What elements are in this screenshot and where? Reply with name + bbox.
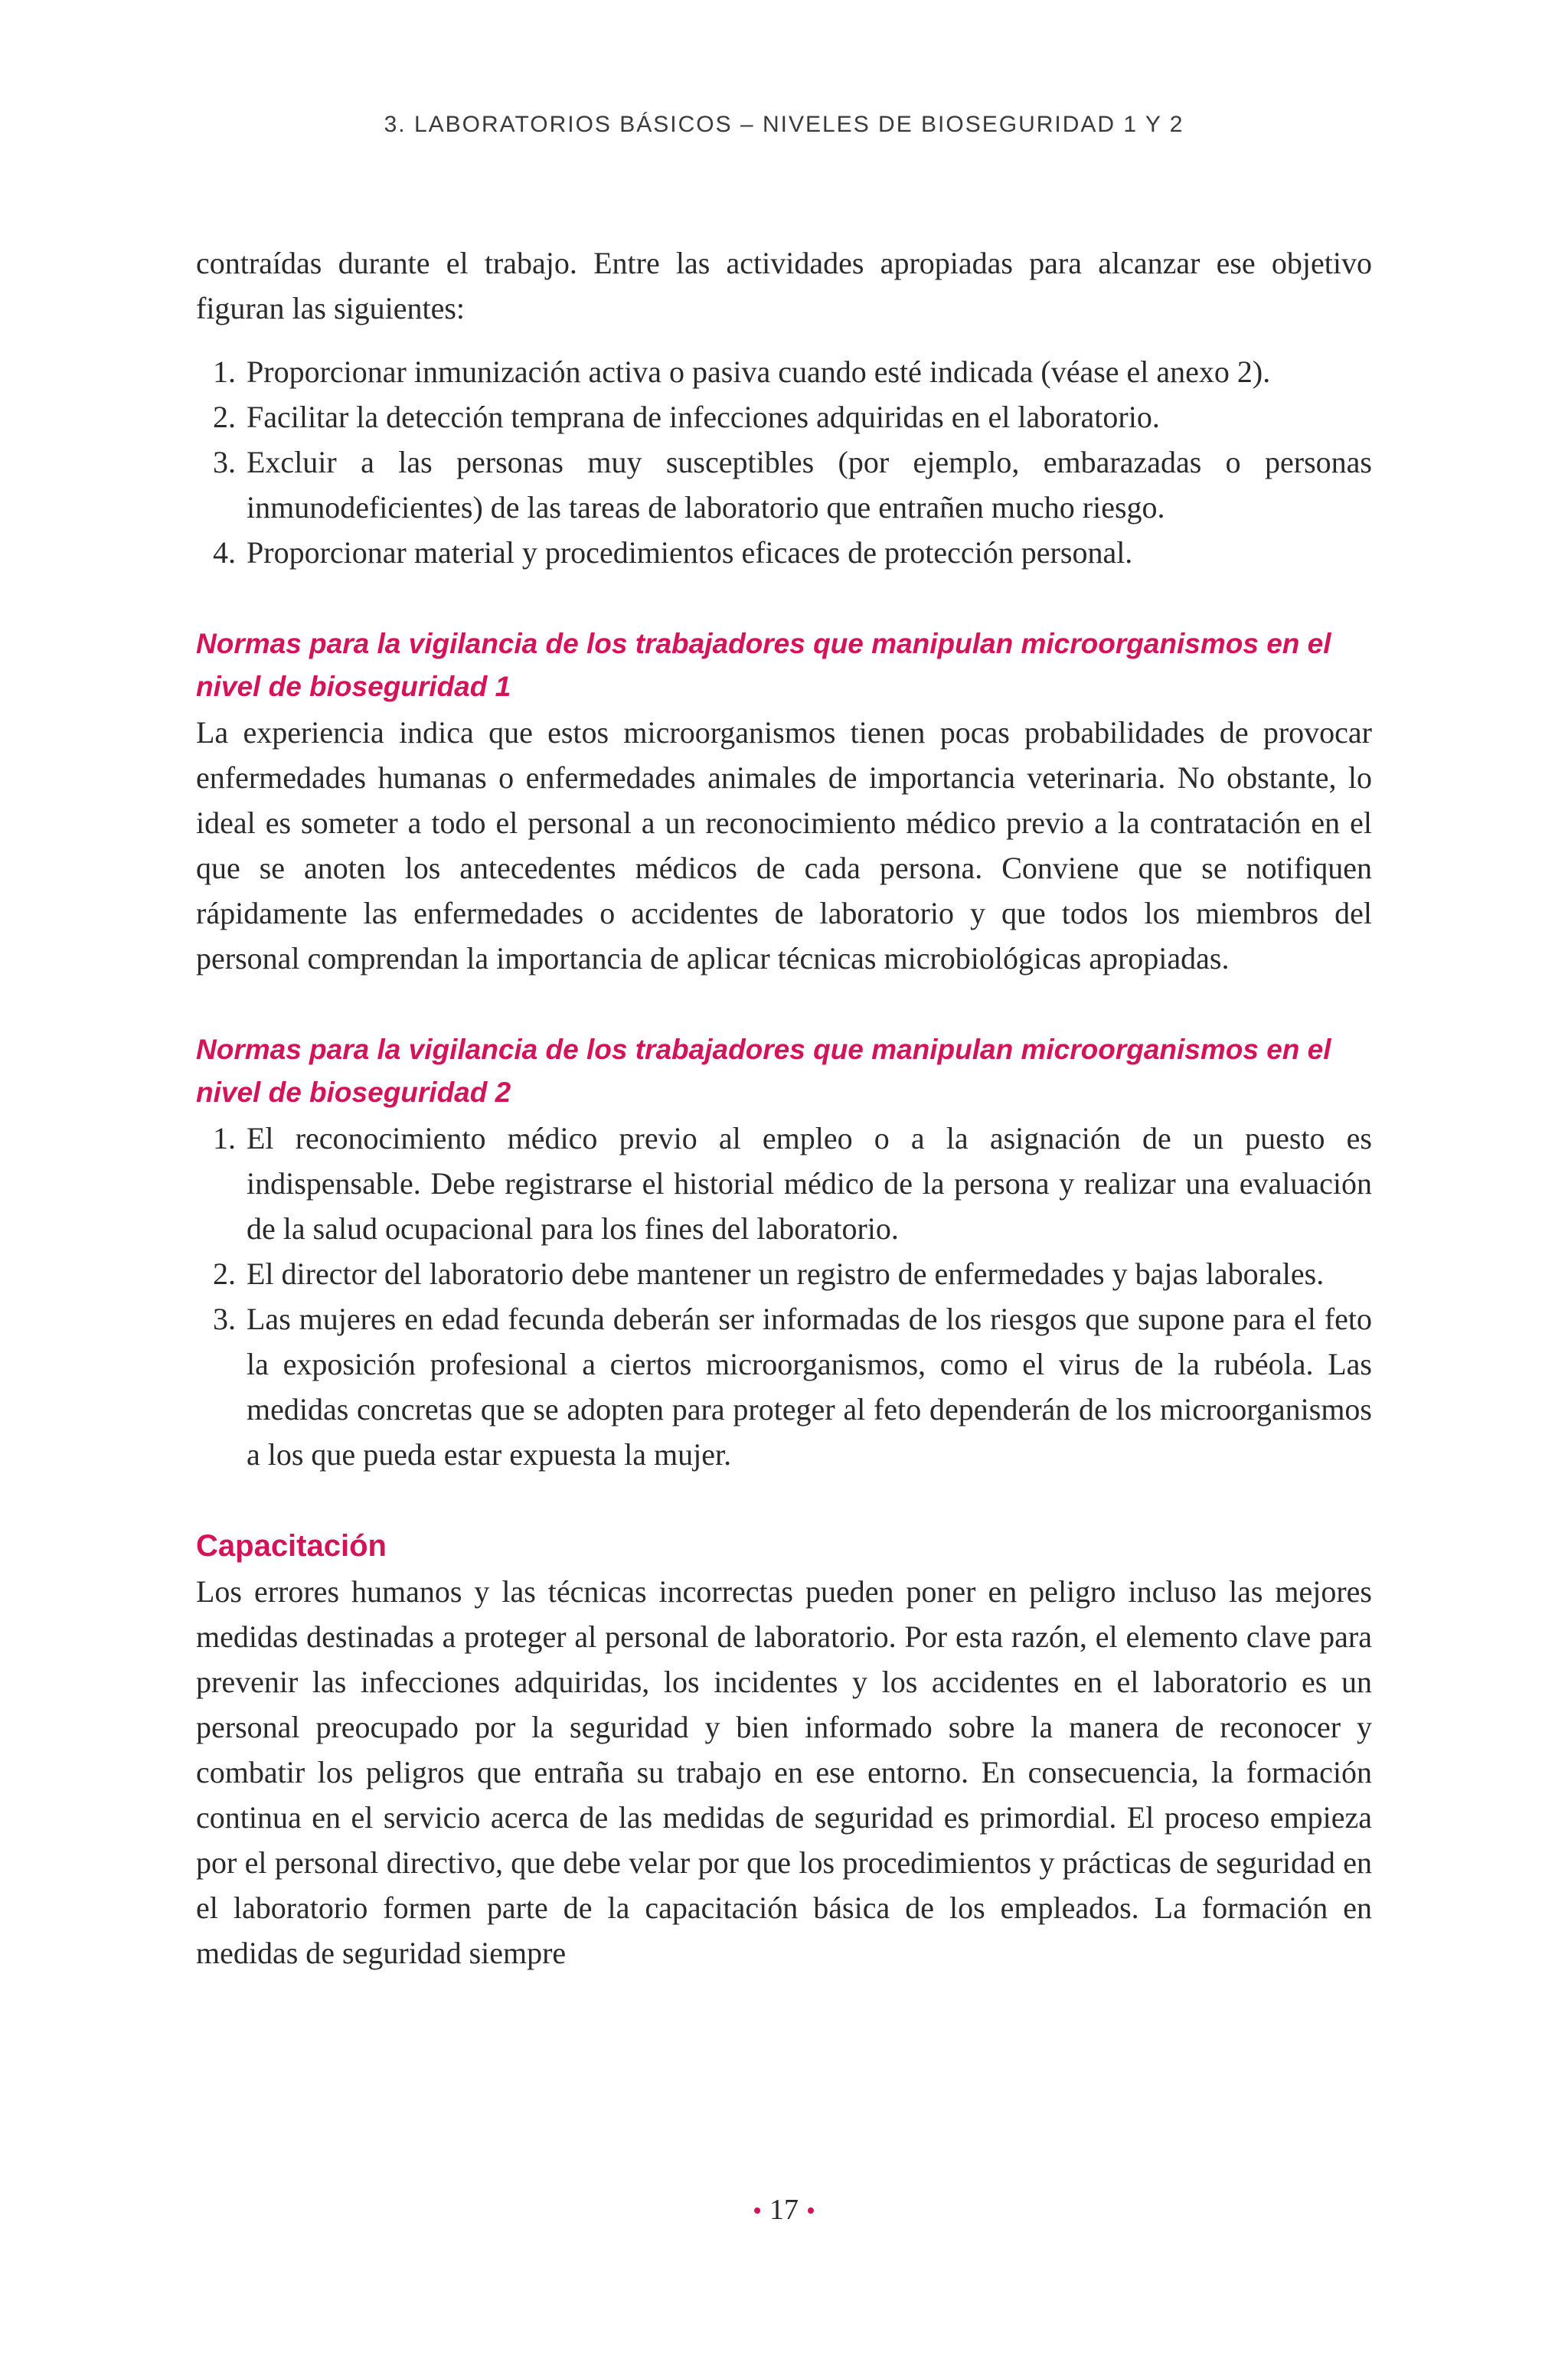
intro-list: [196, 349, 1372, 575]
page-number-bullet-left: •: [753, 2197, 762, 2225]
list-item: [196, 530, 1372, 575]
page-number-value: 17: [769, 2194, 799, 2226]
list-item: [196, 1116, 1372, 1251]
list-item: [196, 440, 1372, 530]
list-item-text: Las mujeres en edad fecunda deberán ser informadas de los riesgos que supone para el feto la exposición profesional a ciertos microorganismos, como el virus de la rubéola. Las medidas concretas que se adopten para proteger al feto dependerán de los microorganismos a los que pueda estar expuesta la mujer.: [247, 1302, 1372, 1472]
running-header: 3. LABORATORIOS BÁSICOS – NIVELES DE BIOSEGURIDAD 1 Y 2: [384, 112, 1184, 137]
section-heading-bioseguridad-2: Normas para la vigilancia de los trabajadores que manipulan microorganismos en el nivel de bioseguridad 2: [196, 1034, 1331, 1108]
page-number: [0, 2193, 1568, 2227]
list-item-text: Proporcionar material y procedimientos eficaces de protección personal.: [247, 535, 1133, 570]
section-heading-capacitacion: Capacitación: [196, 1529, 387, 1563]
list-item-number: 2.: [213, 1257, 236, 1291]
list-item: [196, 349, 1372, 394]
page-number-bullet-right: •: [806, 2197, 815, 2225]
intro-paragraph: contraídas durante el trabajo. Entre las actividades apropiadas para alcanzar ese objetivo figuran las siguientes:: [196, 246, 1372, 325]
list-item-number: 1.: [213, 1121, 236, 1155]
list-item-text: El reconocimiento médico previo al empleo o a la asignación de un puesto es indispensable. Debe registrarse el historial médico de la persona y realizar una evaluación de la salud ocupacional para los fines del laboratorio.: [247, 1121, 1372, 1246]
section-heading-bioseguridad-1: Normas para la vigilancia de los trabajadores que manipulan microorganismos en el nivel de bioseguridad 1: [196, 628, 1331, 702]
list-item: [196, 1296, 1372, 1477]
list-item-number: 1.: [213, 355, 236, 389]
list-item-text: Excluir a las personas muy susceptibles (por ejemplo, embarazadas o personas inmunodeficientes) de las tareas de laboratorio que entrañen mucho riesgo.: [247, 445, 1372, 525]
body-content: [196, 240, 1372, 1976]
list-item-text: Proporcionar inmunización activa o pasiva cuando esté indicada (véase el anexo 2).: [247, 355, 1271, 389]
list-item-number: 2.: [213, 400, 236, 434]
bioseguridad-2-list: [196, 1116, 1372, 1477]
section-paragraph-capacitacion: Los errores humanos y las técnicas incorrectas pueden poner en peligro incluso las mejores medidas destinadas a proteger al personal de laboratorio. Por esta razón, el elemento clave para prevenir las infecciones adquiridas, los incidentes y los accidentes en el laboratorio es un personal preocupado por la seguridad y bien informado sobre la manera de reconocer y combatir los peligros que entraña su trabajo en ese entorno. En consecuencia, la formación continua en el servicio acerca de las medidas de seguridad es primordial. El proceso empieza por el personal directivo, que debe velar por que los procedimientos y prácticas de seguridad en el laboratorio formen parte de la capacitación básica de los empleados. La formación en medidas de seguridad siempre: [196, 1574, 1372, 1970]
list-item: [196, 394, 1372, 440]
list-item: [196, 1251, 1372, 1296]
list-item-number: 4.: [213, 535, 236, 570]
list-item-number: 3.: [213, 1302, 236, 1336]
list-item-number: 3.: [213, 445, 236, 479]
section-paragraph-bioseguridad-1: La experiencia indica que estos microorganismos tienen pocas probabilidades de provocar enfermedades humanas o enfermedades animales de importancia veterinaria. No obstante, lo ideal es someter a todo el personal a un reconocimiento médico previo a la contratación en el que se anoten los antecedentes médicos de cada persona. Conviene que se notifiquen rápidamente las enfermedades o accidentes de laboratorio y que todos los miembros del personal comprendan la importancia de aplicar técnicas microbiológicas apropiadas.: [196, 715, 1372, 976]
list-item-text: El director del laboratorio debe mantener un registro de enfermedades y bajas laborales.: [247, 1257, 1325, 1291]
list-item-text: Facilitar la detección temprana de infecciones adquiridas en el laboratorio.: [247, 400, 1160, 434]
